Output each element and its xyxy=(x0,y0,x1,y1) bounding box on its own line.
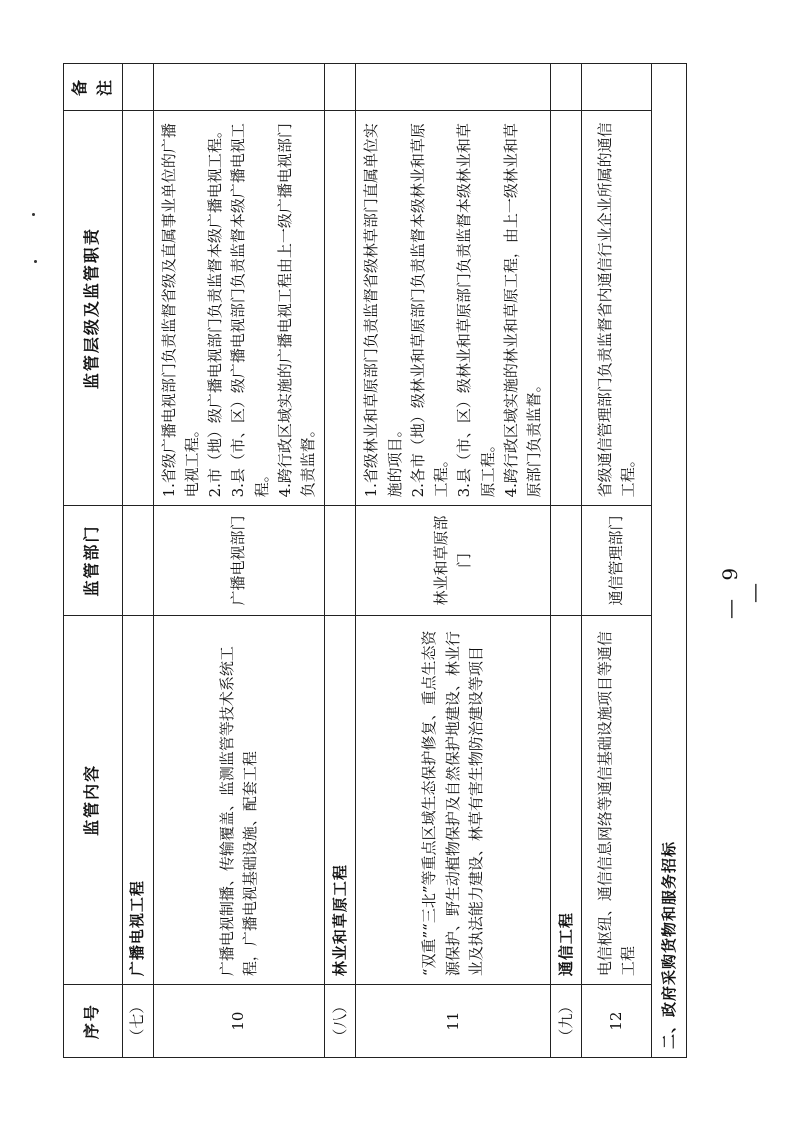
row-dept: 通信管理部门 xyxy=(582,506,652,615)
section-seq: （九） xyxy=(551,985,582,1058)
section-row xyxy=(122,64,153,1058)
row-dept: 广播电视部门 xyxy=(153,506,325,615)
duty-line: 3.县（市、区）级林业和草原部门负责监督本级林业和草原工程。 xyxy=(455,123,497,498)
section-row xyxy=(325,64,356,1058)
section-name: 通信工程 xyxy=(551,615,582,984)
row-note xyxy=(582,64,652,111)
scan-speck xyxy=(32,213,35,216)
duty-line: 1.省级广播电视部门负责监督省级及直属事业单位的广播电视工程。 xyxy=(159,123,201,498)
bottom-section-row xyxy=(652,64,687,1058)
row-duty xyxy=(356,110,551,506)
section-seq: （八） xyxy=(325,985,356,1058)
table-row xyxy=(153,64,325,1058)
section-row xyxy=(551,64,582,1058)
duty-line: 2.各市（地）级林业和草原部门负责监督本级林业和草原工程。 xyxy=(408,123,451,498)
row-note xyxy=(356,64,551,111)
row-seq: 12 xyxy=(582,985,652,1058)
duty-line: 2.市（地）级广播电视部门负责监督本级广播电视工程。 xyxy=(206,123,225,498)
duty-line: 4.跨行政区域实施的广播电视工程由上一级广播电视部门负责监督。 xyxy=(275,123,318,498)
row-content: 广播电视制播、传输覆盖、监测监管等技术系统工程，广播电视基础设施、配套工程 xyxy=(153,615,325,984)
duty-line: 省级通信管理部门负责监督省内通信行业企业所属的通信工程。 xyxy=(595,122,637,498)
row-dept: 林业和草原部门 xyxy=(356,506,551,615)
duty-line: 1.省级林业和草原部门负责监督省级林草部门直属单位实施的项目。 xyxy=(362,123,404,498)
row-duty xyxy=(582,110,652,506)
bottom-section-title: 二、政府采购货物和服务招标 xyxy=(652,64,687,1058)
table-row xyxy=(582,64,652,1058)
row-seq: 11 xyxy=(356,985,551,1058)
header-duty: 监管层级及监管职责 xyxy=(64,110,123,506)
row-seq: 10 xyxy=(153,985,325,1058)
header-seq: 序号 xyxy=(64,985,123,1058)
table-row xyxy=(356,64,551,1058)
section-seq: （七） xyxy=(122,985,153,1058)
duty-line: 3.县（市、区）级广播电视部门负责监督本级广播电视工程。 xyxy=(229,123,271,498)
rotated-table-sheet xyxy=(63,63,678,1058)
header-row xyxy=(64,64,123,1058)
section-name: 林业和草原工程 xyxy=(325,615,356,984)
header-note: 备注 xyxy=(64,64,123,111)
section-name: 广播电视工程 xyxy=(122,615,153,984)
header-content: 监管内容 xyxy=(64,615,123,984)
row-note xyxy=(153,64,325,111)
scan-speck xyxy=(34,260,37,263)
row-content: 电信枢纽、通信信息网络等通信基础设施项目等通信工程 xyxy=(582,615,652,984)
duty-line: 4.跨行政区域实施的林业和草原工程，由上一级林业和草原部门负责监督。 xyxy=(501,123,544,498)
supervision-table xyxy=(63,63,687,1058)
page-number: — 9 — xyxy=(718,561,766,619)
header-dept: 监管部门 xyxy=(64,506,123,615)
row-content: “双重”“三北”等重点区域生态保护修复、重点生态资源保护、野生动植物保护及自然保护地建设、林业行业及执法能力建设、林草有害生物防治建设等项目 xyxy=(356,615,551,984)
row-duty xyxy=(153,110,325,506)
